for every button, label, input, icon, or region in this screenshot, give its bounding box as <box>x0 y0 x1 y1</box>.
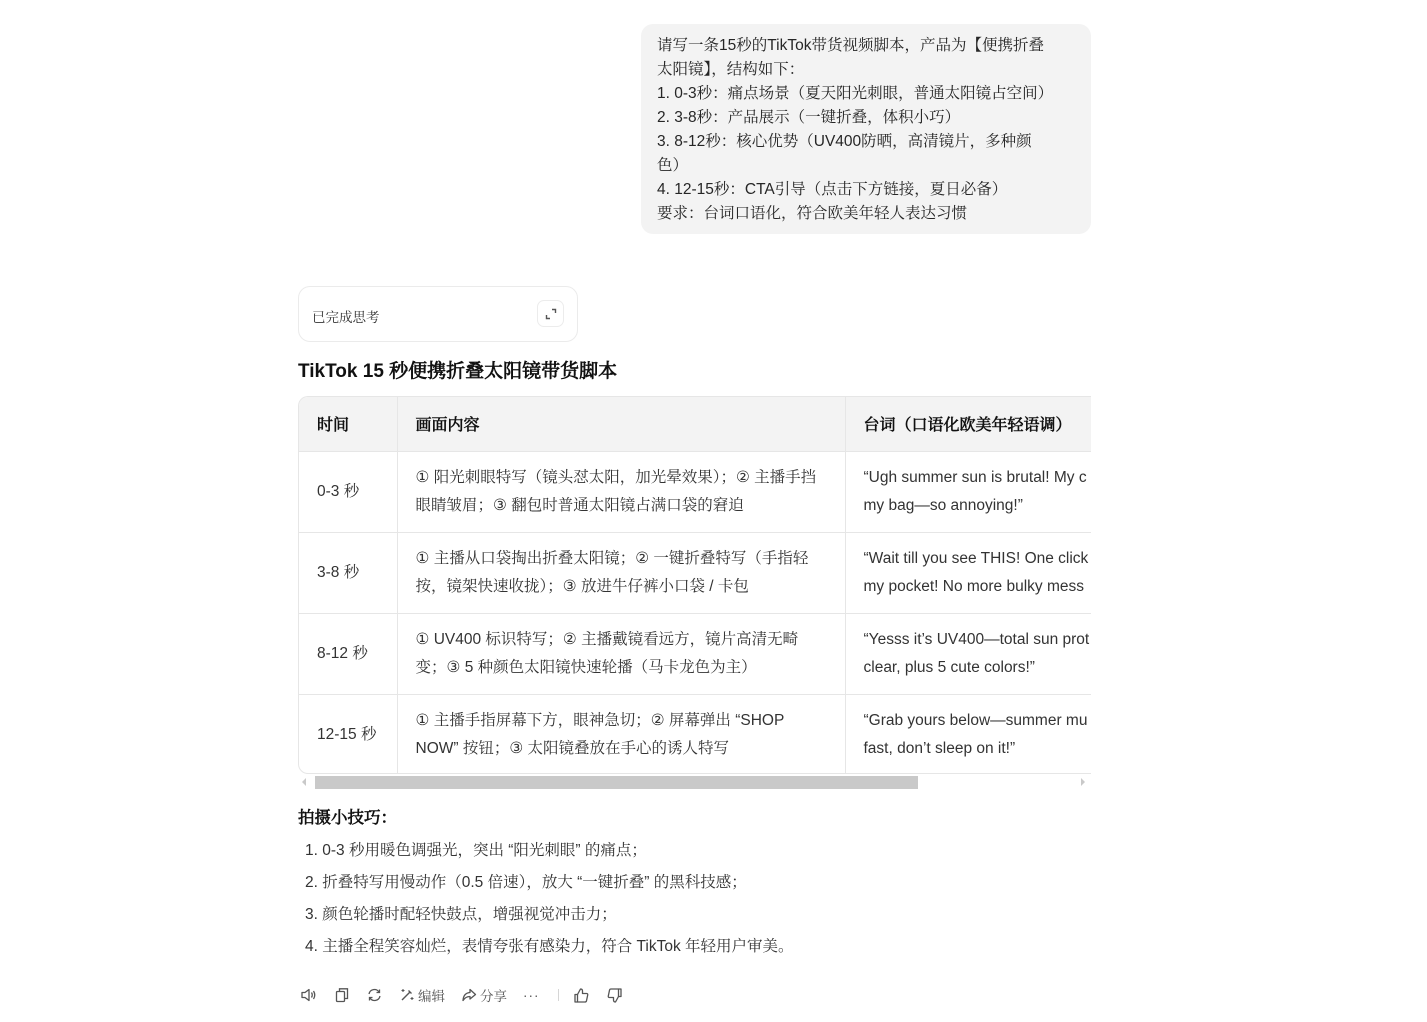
expand-thinking-button[interactable] <box>537 300 564 327</box>
action-divider <box>558 989 559 1001</box>
table-row <box>299 532 1091 613</box>
tips-heading: 拍摄小技巧： <box>298 809 397 827</box>
scroll-left-arrow-icon[interactable] <box>302 778 306 786</box>
dialog-line: my pocket! No more bulky mess <box>863 577 1085 595</box>
like-button[interactable] <box>573 987 590 1004</box>
tips-item: 1. 0-3 秒用暖色调强光，突出 “阳光刺眼” 的痛点； <box>305 842 647 859</box>
user-message-bubble <box>641 24 1091 234</box>
user-message-line: 请写一条15秒的TikTok带货视频脚本，产品为【便携折叠 <box>657 37 1044 54</box>
regenerate-button[interactable] <box>366 987 383 1003</box>
user-message-line: 太阳镜】，结构如下： <box>657 61 805 78</box>
table-row <box>299 451 1091 532</box>
tips-item: 4. 主播全程笑容灿烂，表情夸张有感染力，符合 TikTok 年轻用户审美。 <box>305 938 794 955</box>
expand-icon <box>544 307 558 321</box>
table-row <box>299 613 1091 694</box>
cell-visual: ① UV400 标识特写；② 主播戴镜看远方，镜片高清无畸变；③ 5 种颜色太阳镜快速轮播（马卡龙色为主） <box>397 613 845 694</box>
cell-dialog <box>845 532 1091 613</box>
thumbs-down-icon <box>606 987 623 1004</box>
user-message-line: 1. 0-3秒：痛点场景（夏天阳光刺眼，普通太阳镜占空间） <box>657 85 1054 102</box>
user-message-line: 色） <box>657 157 689 174</box>
share-label: 分享 <box>480 989 507 1004</box>
more-options-button[interactable] <box>523 988 540 1003</box>
cell-dialog <box>845 613 1091 694</box>
cell-dialog <box>845 451 1091 532</box>
thinking-status-label: 已完成思考 <box>312 310 380 325</box>
header-dialog: 台词（口语化欧美年轻语调） <box>845 397 1091 451</box>
dialog-line: fast, don’t sleep on it!” <box>863 739 1016 757</box>
scroll-right-arrow-icon[interactable] <box>1081 778 1085 786</box>
cell-time: 12-15 秒 <box>299 694 397 774</box>
cell-time: 0-3 秒 <box>299 451 397 532</box>
message-action-bar <box>300 984 639 1006</box>
speaker-icon <box>300 987 318 1003</box>
thumbs-up-icon <box>573 987 590 1004</box>
cell-time: 3-8 秒 <box>299 532 397 613</box>
thinking-panel[interactable] <box>298 286 578 342</box>
dialog-line: my bag—so annoying!” <box>863 496 1023 514</box>
cell-visual: ① 主播从口袋掏出折叠太阳镜；② 一键折叠特写（手指轻按，镜架快速收拢）；③ 放进牛仔裤小口袋 / 卡包 <box>397 532 845 613</box>
cell-dialog <box>845 694 1091 774</box>
scrollbar-thumb[interactable] <box>315 776 918 789</box>
table-horizontal-scrollbar[interactable] <box>298 774 1091 790</box>
tips-list <box>305 838 794 966</box>
header-time: 时间 <box>299 397 397 451</box>
user-message-line: 4. 12-15秒：CTA引导（点击下方链接，夏日必备） <box>657 181 1008 198</box>
dialog-line: clear, plus 5 cute colors!” <box>863 658 1035 676</box>
dialog-line: “Wait till you see THIS! One click <box>863 549 1089 567</box>
dislike-button[interactable] <box>606 987 623 1004</box>
cell-time: 8-12 秒 <box>299 613 397 694</box>
copy-button[interactable] <box>334 987 350 1003</box>
read-aloud-button[interactable] <box>300 987 318 1003</box>
user-message-line: 2. 3-8秒：产品展示（一键折叠，体积小巧） <box>657 109 961 126</box>
user-message-line: 3. 8-12秒：核心优势（UV400防晒，高清镜片，多种颜 <box>657 133 1032 150</box>
cell-visual: ① 主播手指屏幕下方，眼神急切；② 屏幕弹出 “SHOP NOW” 按钮；③ 太阳镜叠放在手心的诱人特写 <box>397 694 845 774</box>
share-button[interactable] <box>461 985 507 1005</box>
cell-visual: ① 阳光刺眼特写（镜头怼太阳，加光晕效果）；② 主播手挡眼睛皱眉；③ 翻包时普通太阳镜占满口袋的窘迫 <box>397 451 845 532</box>
tips-item: 3. 颜色轮播时配轻快鼓点，增强视觉冲击力； <box>305 906 617 923</box>
table-row <box>299 694 1091 774</box>
edit-button[interactable] <box>399 985 445 1005</box>
header-visual: 画面内容 <box>397 397 845 451</box>
more-icon: ··· <box>523 987 540 1003</box>
user-message-line: 要求：台词口语化，符合欧美年轻人表达习惯 <box>657 205 968 222</box>
edit-label: 编辑 <box>418 989 445 1004</box>
answer-title: TikTok 15 秒便携折叠太阳镜带货脚本 <box>298 361 618 382</box>
copy-icon <box>334 987 350 1003</box>
magic-edit-icon <box>399 987 415 1003</box>
script-table-container <box>298 396 1091 774</box>
tips-item: 2. 折叠特写用慢动作（0.5 倍速），放大 “一键折叠” 的黑科技感； <box>305 874 747 891</box>
script-table <box>299 397 1091 774</box>
refresh-icon <box>366 987 383 1003</box>
table-header-row <box>299 397 1091 451</box>
dialog-line: “Yesss it’s UV400—total sun prot <box>863 630 1090 648</box>
dialog-line: “Grab yours below—summer mu <box>863 711 1088 729</box>
dialog-line: “Ugh summer sun is brutal! My c <box>863 468 1087 486</box>
share-icon <box>461 987 477 1003</box>
